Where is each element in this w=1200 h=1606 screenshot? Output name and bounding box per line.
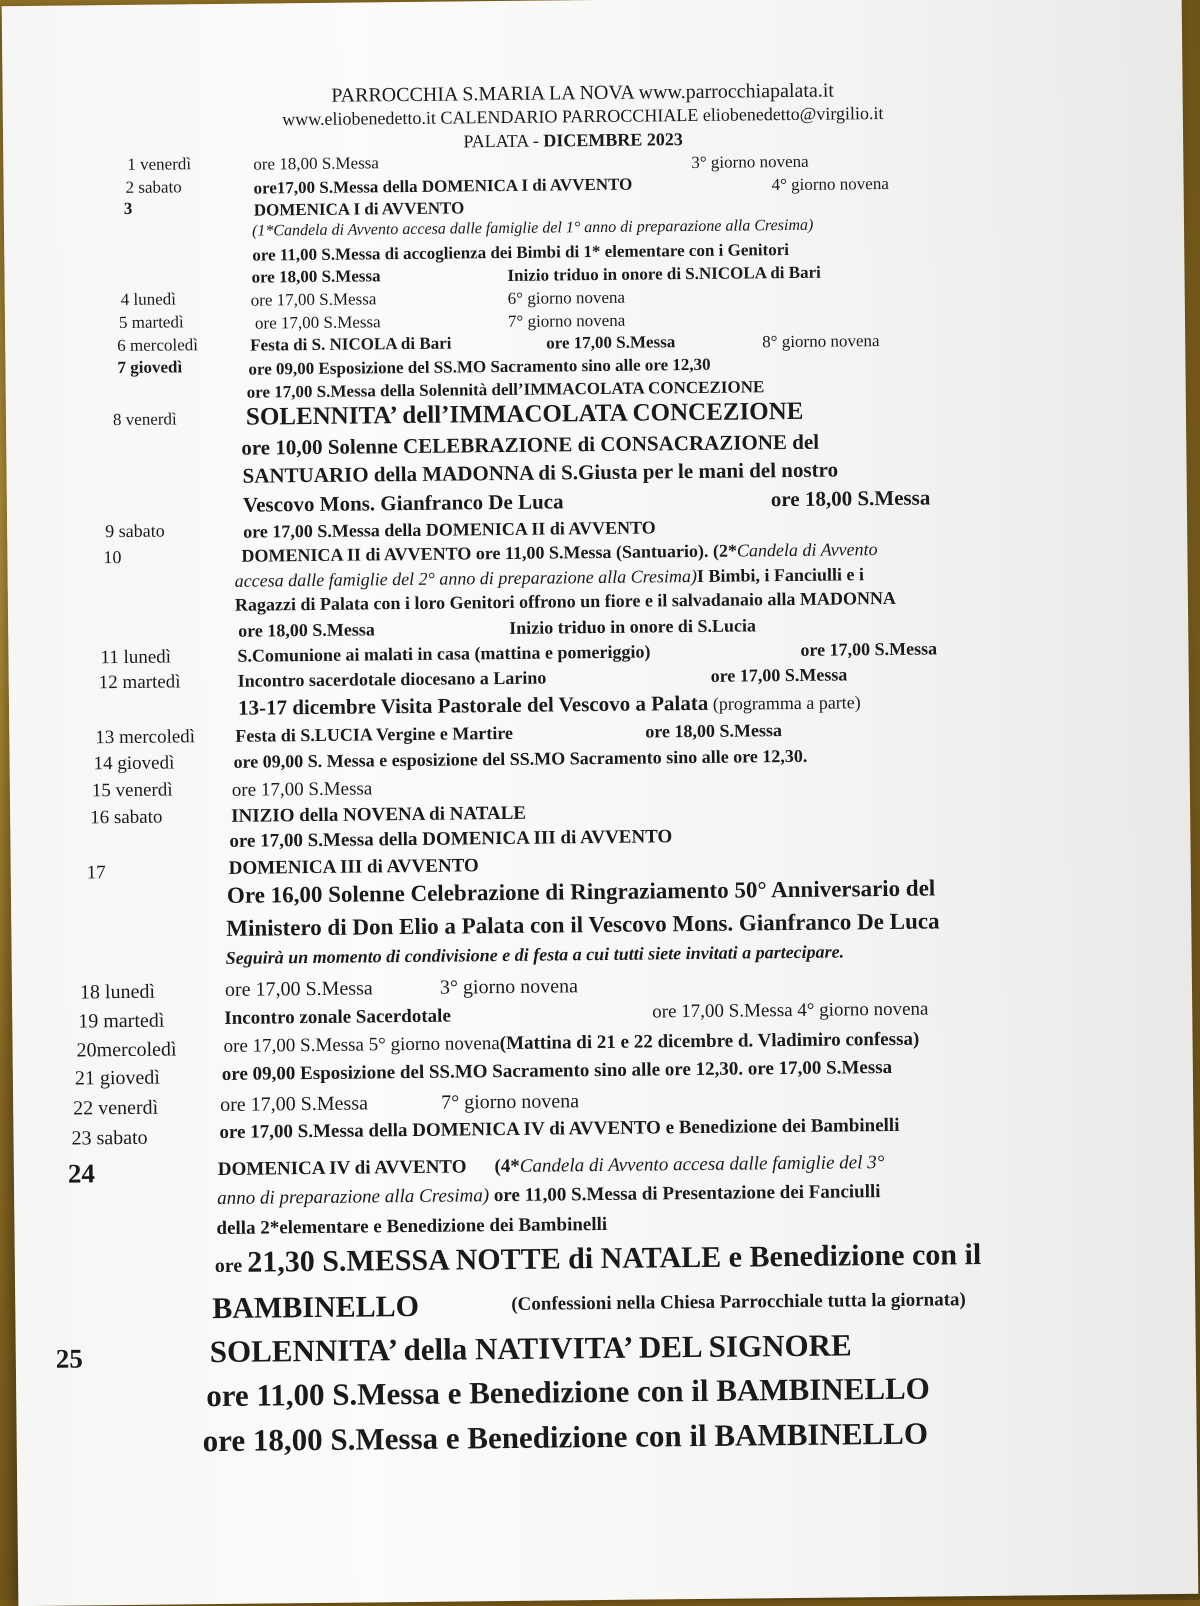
entry-24-night-mass-prefix: ore [214, 1254, 248, 1278]
entry-6-mass: ore 17,00 S.Messa [546, 332, 676, 353]
entry-24-candle: Candela di Avvento accesa dalle famiglie del 3° [519, 1152, 885, 1177]
entry-6-novena: 8° giorno novena [762, 331, 880, 352]
entry-15-mass: ore 17,00 S.Messa [231, 778, 373, 801]
entry-10-line-1 [241, 539, 877, 567]
entry-10-candle-a: Candela di Avvento [736, 539, 878, 561]
date-18: 18 lunedì [79, 980, 156, 1004]
entry-23-mass: ore 17,00 S.Messa della DOMENICA IV di AVVENTO e Benedizione dei Bambinelli [219, 1114, 900, 1144]
entry-5-mass: ore 17,00 S.Messa [254, 312, 381, 333]
entry-24-night-mass-title: 21,30 S.MESSA NOTTE di NATALE e Benedizione con il [247, 1238, 982, 1279]
entry-3-evening-mass: ore 18,00 S.Messa [251, 266, 381, 287]
date-23: 23 sabato [71, 1126, 148, 1150]
entry-17-celebration: Ore 16,00 Solenne Celebrazione di Ringraziamento 50° Anniversario del [226, 875, 936, 908]
header-line-2: www.eliobenedetto.it CALENDARIO PARROCCHIALE eliobenedetto@virgilio.it [282, 102, 884, 130]
entry-21-adoration: ore 09,00 Esposizione del SS.MO Sacramento sino alle ore 12,30. ore 17,00 S.Messa [221, 1056, 893, 1085]
entry-14-mass: ore 09,00 S. Messa e esposizione del SS.MO Sacramento sino alle ore 12,30. [233, 745, 808, 772]
date-8: 8 venerdì [112, 409, 177, 430]
header-place: PALATA - [463, 130, 544, 152]
entry-1-novena: 3° giorno novena [691, 151, 809, 173]
entry-24-blessing: della 2*elementare e Benedizione dei Bambinelli [216, 1213, 608, 1240]
entry-25-evening-mass: ore 18,00 S.Messa e Benedizione con il BAMBINELLO [202, 1415, 929, 1459]
date-19: 19 martedì [78, 1009, 165, 1033]
date-15: 15 venerdì [91, 779, 173, 802]
entry-3-title: DOMENICA I di AVVENTO [253, 198, 465, 220]
entry-24-bambinello: BAMBINELLO [212, 1289, 420, 1326]
entry-16-novena-start: INIZIO della NOVENA di NATALE [231, 802, 527, 827]
entry-10-offering: Ragazzi di Palata con i loro Genitori offrono un fiore e il salvadanaio alla MADONNA [234, 587, 896, 615]
entry-25-title: SOLENNITA’ della NATIVITA’ DEL SIGNORE [209, 1327, 852, 1370]
entry-10-line-2 [235, 564, 865, 592]
entry-24-candle-b: anno di preparazione alla Cresima) [217, 1185, 490, 1210]
entry-8-title: SOLENNITA’ dell’IMMACOLATA CONCEZIONE [245, 397, 804, 431]
entry-24-night-mass [215, 1238, 982, 1280]
date-4: 4 lunedì [120, 289, 177, 309]
entry-8-consecration: ore 10,00 Solenne CELEBRAZIONE di CONSACRAZIONE del [241, 429, 820, 460]
date-10: 10 [103, 546, 122, 568]
entry-12-mass: ore 17,00 S.Messa [710, 664, 848, 686]
entry-20-confession: (Mattina di 21 e 22 dicembre d. Vladimiro confessa) [499, 1028, 920, 1055]
entry-24-line-2 [217, 1181, 881, 1210]
entry-10-title: DOMENICA II di AVVENTO ore 11,00 S.Messa (Santuario). (2* [241, 540, 738, 566]
date-2: 2 sabato [125, 177, 182, 197]
date-20: 20mercoledì [76, 1038, 177, 1062]
date-12: 12 martedì [98, 671, 181, 694]
header-month: DICEMBRE 2023 [543, 129, 683, 151]
entry-17-invitation: Seguirà un momento di condivisione e di festa a cui tutti siete invitati a partecipare. [225, 941, 845, 968]
date-13: 13 mercoledì [95, 726, 196, 749]
date-21: 21 giovedì [74, 1066, 160, 1090]
entry-24-confessions: (Confessioni nella Chiesa Parrocchiale tutta la giornata) [511, 1289, 966, 1315]
entry-11-mass: ore 17,00 S.Messa [800, 638, 938, 660]
entry-2-novena: 4° giorno novena [771, 173, 889, 195]
entry-12-meeting: Incontro sacerdotale diocesano a Larino [237, 667, 547, 691]
pastoral-visit-title: 13-17 dicembre Visita Pastorale del Vescovo a Palata [237, 690, 709, 720]
date-16: 16 sabato [90, 806, 163, 829]
entry-18-mass: ore 17,00 S.Messa [224, 977, 373, 1001]
entry-17-ministry: Ministero di Don Elio a Palata con il Vescovo Mons. Gianfranco De Luca [226, 908, 940, 941]
date-1: 1 venerdì [127, 154, 192, 174]
entry-1-mass: ore 18,00 S.Messa [253, 153, 380, 174]
entry-19-meeting: Incontro zonale Sacerdotale [224, 1005, 451, 1029]
entry-7-mass: ore 17,00 S.Messa della Solennità dell’IMMACOLATA CONCEZIONE [246, 377, 765, 402]
entry-20-line [223, 1029, 919, 1058]
entry-10-triduo: Inizio triduo in onore di S.Lucia [509, 615, 757, 638]
entry-2-mass: ore17,00 S.Messa della DOMENICA I di AVVENTO [253, 174, 633, 198]
entry-10-evening-mass: ore 18,00 S.Messa [238, 619, 375, 641]
entry-6-feast: Festa di S. NICOLA di Bari [250, 333, 452, 355]
entry-16-mass: ore 17,00 S.Messa della DOMENICA III di AVVENTO [229, 826, 673, 852]
entry-7-adoration: ore 09,00 Esposizione del SS.MO Sacramento sino alle ore 12,30 [248, 354, 711, 379]
entry-3-candle: (1*Candela di Avvento accesa dalle famiglie del 1° anno di preparazione alla Cresima) [251, 216, 814, 240]
entry-22-mass: ore 17,00 S.Messa [220, 1092, 369, 1116]
date-9: 9 sabato [105, 520, 165, 542]
date-25: 25 [55, 1343, 83, 1374]
date-22: 22 venerdì [73, 1096, 159, 1120]
entry-9-mass: ore 17,00 S.Messa della DOMENICA II di AVVENTO [243, 517, 656, 542]
entry-24-presentation: ore 11,00 S.Messa di Presentazione dei Fanciulli [489, 1181, 881, 1207]
date-7: 7 giovedì [117, 357, 183, 378]
entry-10-candle-b: accesa dalle famiglie del 2° anno di preparazione alla Cresima) [234, 565, 698, 591]
pastoral-visit-notice [238, 689, 861, 721]
parish-calendar-sheet [2, 0, 1199, 1606]
entry-4-mass: ore 17,00 S.Messa [250, 289, 377, 310]
header-line-1: PARROCCHIA S.MARIA LA NOVA www.parrocchiapalata.it [331, 79, 834, 107]
date-17: 17 [86, 862, 106, 884]
entry-11-communion: S.Comunione ai malati in casa (mattina e pomeriggio) [237, 641, 651, 666]
entry-5-novena: 7° giorno novena [507, 310, 626, 331]
entry-18-novena: 3° giorno novena [439, 975, 579, 999]
entry-10-children: I Bimbi, i Fanciulli e i [696, 564, 865, 586]
date-6: 6 mercoledì [117, 335, 199, 356]
pastoral-visit-note: (programma a parte) [708, 692, 861, 714]
entry-8-mass: ore 18,00 S.Messa [770, 485, 931, 512]
calendar-document [2, 0, 1199, 1606]
entry-3-welcome-mass: ore 11,00 S.Messa di accoglienza dei Bimbi di 1* elementare con i Genitori [252, 239, 790, 265]
entry-19-mass: ore 17,00 S.Messa 4° giorno novena [652, 998, 929, 1023]
date-3: 3 [123, 198, 133, 218]
entry-17-title: DOMENICA III di AVVENTO [228, 855, 479, 879]
date-11: 11 lunedì [100, 646, 172, 669]
date-14: 14 giovedì [93, 752, 175, 775]
entry-24-title: DOMENICA IV di AVVENTO [217, 1156, 467, 1181]
entry-25-morning-mass: ore 11,00 S.Messa e Benedizione con il BAMBINELLO [206, 1370, 931, 1414]
entry-24-candle-mark: (4* [494, 1155, 520, 1178]
entry-13-feast: Festa di S.LUCIA Vergine e Martire [235, 722, 514, 746]
entry-20-mass: ore 17,00 S.Messa 5° giorno novena [223, 1033, 500, 1057]
entry-8-sanctuary: SANTUARIO della MADONNA di S.Giusta per le mani del nostro [242, 457, 839, 488]
date-5: 5 martedì [118, 312, 184, 333]
entry-22-novena: 7° giorno novena [441, 1090, 580, 1114]
date-24: 24 [67, 1158, 96, 1189]
entry-4-novena: 6° giorno novena [507, 287, 626, 308]
entry-24-line-1 [218, 1152, 885, 1181]
entry-8-bishop: Vescovo Mons. Gianfranco De Luca [242, 489, 564, 517]
entry-13-mass: ore 18,00 S.Messa [645, 720, 783, 742]
entry-3-triduo: Inizio triduo in onore di S.NICOLA di Bari [507, 262, 821, 285]
